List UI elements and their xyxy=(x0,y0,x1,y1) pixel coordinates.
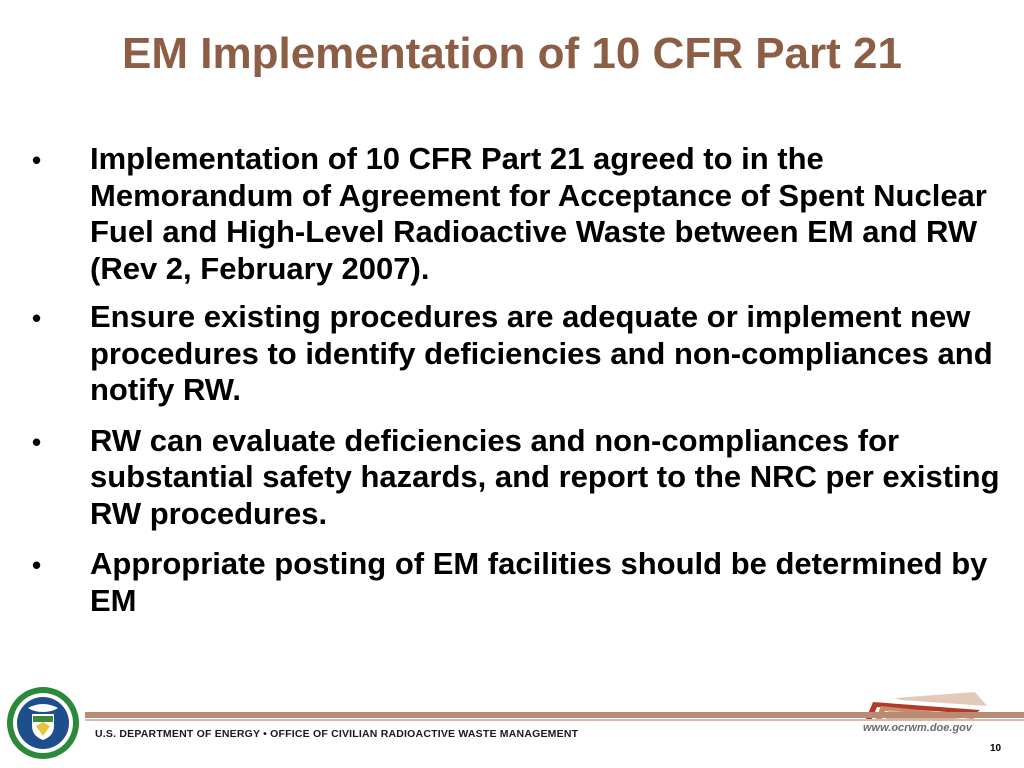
bullet-item xyxy=(30,423,1000,533)
footer-url-link[interactable]: www.ocrwm.doe.gov xyxy=(863,722,972,734)
bullet-item xyxy=(30,141,1000,287)
footer-organization: U.S. DEPARTMENT OF ENERGY • OFFICE OF CIVILIAN RADIOACTIVE WASTE MANAGEMENT xyxy=(95,728,579,740)
bullet-text: RW can evaluate deficiencies and non-compliances for substantial safety hazards, and report to the NRC per existing RW procedures. xyxy=(90,422,1000,531)
bullet-text: Implementation of 10 CFR Part 21 agreed to in the Memorandum of Agreement for Acceptance of Spent Nuclear Fuel and High-Level Radioactive Waste between EM and RW (Rev 2, February 2007). xyxy=(90,141,987,286)
bullet-text: Ensure existing procedures are adequate or implement new procedures to identify deficiencies and non-compliances and notify RW. xyxy=(90,299,993,407)
bullet-icon: • xyxy=(32,303,42,333)
footer-band xyxy=(85,712,1024,718)
page-number: 10 xyxy=(990,743,1002,754)
bullet-item xyxy=(30,299,1000,409)
bullet-list xyxy=(30,141,1000,633)
bullet-icon: • xyxy=(32,426,42,457)
bullet-icon: • xyxy=(32,145,42,175)
bullet-item xyxy=(30,546,1000,619)
slide-title: EM Implementation of 10 CFR Part 21 xyxy=(122,29,902,78)
doe-seal-icon xyxy=(6,686,80,760)
bullet-icon: • xyxy=(32,550,42,580)
footer-band-secondary xyxy=(85,719,1024,721)
bullet-text: Appropriate posting of EM facilities should be determined by EM xyxy=(90,546,988,618)
